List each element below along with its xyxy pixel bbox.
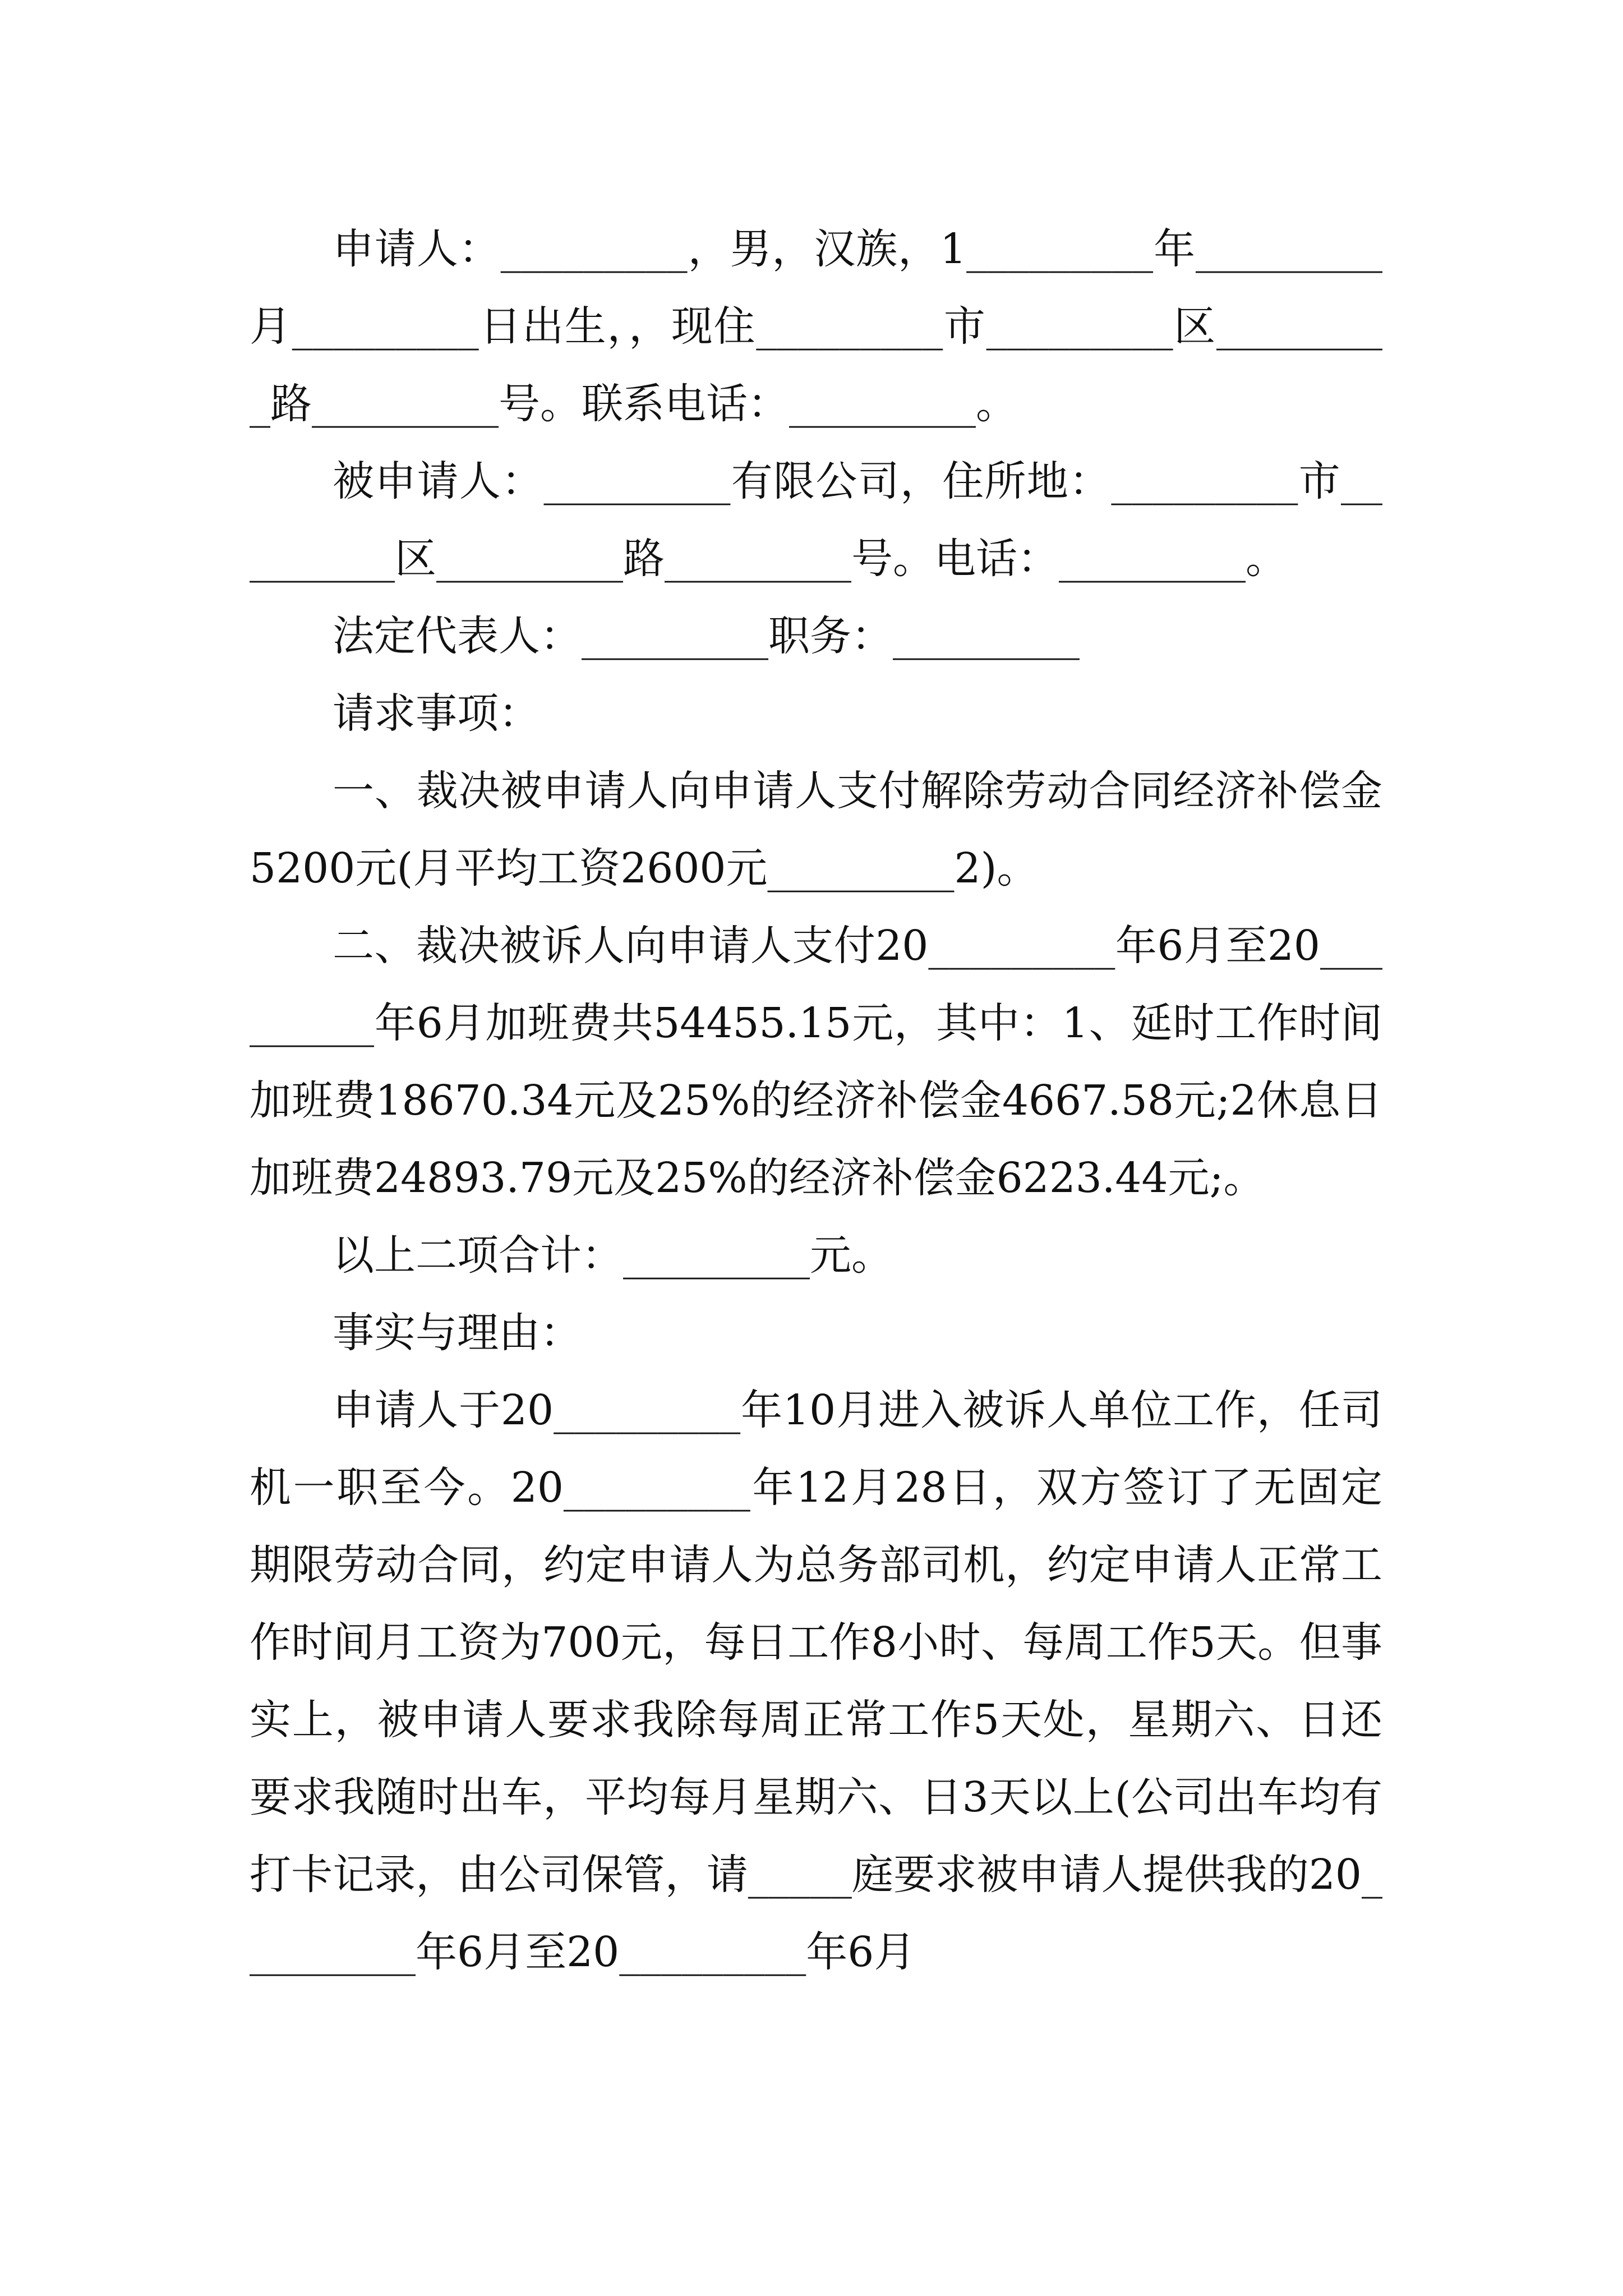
respondent-paragraph: 被申请人：_________有限公司，住所地：_________市_________区_________路_________号。电话：_________。: [250, 457, 1382, 583]
claim-item-2: 二、裁决被诉人向申请人支付20_________年6月至20_________年6月加班费共54455.15元，其中：1、延时工作时间加班费18670.34元及25%的经济补偿金4667.58元;2休息日加班费24893.79元及25%的经济补偿金6223.44元;。: [250, 922, 1382, 1202]
claims-total: 以上二项合计：_________元。: [333, 1231, 893, 1280]
document-body: [250, 210, 1382, 1991]
claim-item-1: 一、裁决被申请人向申请人支付解除劳动合同经济补偿金5200元(月平均工资2600元_________2)。: [250, 767, 1382, 892]
facts-paragraph: 申请人于20_________年10月进入被诉人单位工作，任司机一职至今。20_________年12月28日，双方签订了无固定期限劳动合同，约定申请人为总务部司机，约定申请人正常工作时间月工资为700元，每日工作8小时、每周工作5天。但事实上，被申请人要求我除每周正常工作5天处，星期六、日还要求我随时出车，平均每月星期六、日3天以上(公司出车均有打卡记录，由公司保管，请_____庭要求被申请人提供我的20_________年6月至20_________年6月: [250, 1386, 1382, 1976]
claims-heading: 请求事项：: [333, 689, 540, 738]
legal-representative-paragraph: 法定代表人：_________职务：_________: [333, 612, 1080, 660]
facts-heading: 事实与理由：: [333, 1309, 582, 1357]
applicant-paragraph: 申请人：_________，男，汉族，1_________年_________月_________日出生，，现住_________市_________区_________路_________号。联系电话：_________。: [250, 225, 1382, 428]
